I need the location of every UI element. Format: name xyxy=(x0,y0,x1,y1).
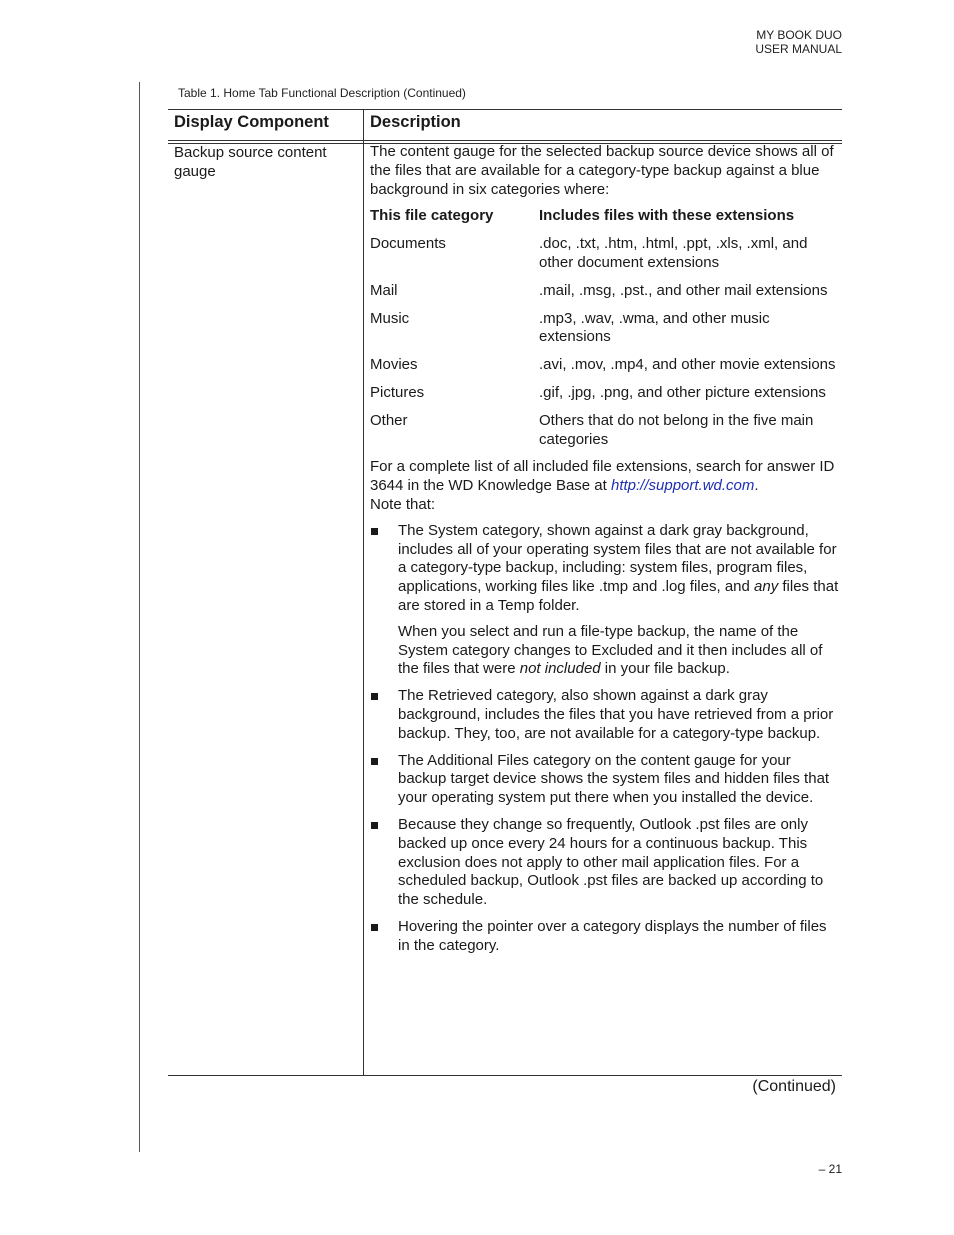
category-name: Mail xyxy=(370,281,398,299)
column-header-component: Display Component xyxy=(174,113,329,131)
note-label: Note that: xyxy=(370,495,436,513)
list-item: Hovering the pointer over a category displays the number of files in the category. xyxy=(370,918,840,956)
extensions-header: Includes files with these extensions xyxy=(539,207,795,225)
notes-list xyxy=(370,522,840,956)
list-item: The System category, shown against a dark gray background, includes all of your operating system files that are not available for a category-type backup, including: system files, program files, applications, working files like .tmp and .log files, and any files that are stored in a Temp folder. When you select and run a file-type backup, the name of the System category changes to Excluded and it then includes all of the files that were not included in your file backup. xyxy=(370,522,840,679)
table-bottom-rule xyxy=(168,1075,842,1076)
square-bullet-icon xyxy=(371,528,378,535)
complete-list-paragraph: For a complete list of all included file extensions, search for answer ID 3644 in the WD Knowledge Base at http://support.wd.com. xyxy=(370,458,835,495)
category-name: Documents xyxy=(370,235,446,253)
page-number: – 21 xyxy=(818,1162,842,1176)
support-link[interactable]: http://support.wd.com xyxy=(610,477,755,495)
continued-label: (Continued) xyxy=(752,1078,836,1095)
table-caption: Table 1. Home Tab Functional Description (Continued) xyxy=(178,86,466,100)
category-row xyxy=(370,384,840,403)
list-item: Because they change so frequently, Outlook .pst files are only backed up once every 24 hours for a continuous backup. This exclusion does not apply to other mail application files. For a scheduled backup, Outlook .pst files are backed up according to the schedule. xyxy=(370,816,840,910)
running-header xyxy=(755,28,842,56)
description-cell xyxy=(370,143,840,963)
header-line-2: USER MANUAL xyxy=(755,42,842,56)
square-bullet-icon xyxy=(371,822,378,829)
header-rule-1 xyxy=(168,140,842,141)
category-extensions: .mp3, .wav, .wma, and other music extensions xyxy=(539,309,770,346)
category-list xyxy=(370,207,840,449)
square-bullet-icon xyxy=(371,693,378,700)
category-row xyxy=(370,412,840,450)
category-row xyxy=(370,356,840,375)
category-extensions: .doc, .txt, .htm, .html, .ppt, .xls, .xml, and other document extensions xyxy=(539,235,808,271)
column-divider xyxy=(363,109,364,1075)
category-extensions: .gif, .jpg, .png, and other picture extensions xyxy=(539,383,826,401)
component-cell: Backup source content gauge xyxy=(174,144,327,180)
table-top-rule xyxy=(168,109,842,110)
square-bullet-icon xyxy=(371,758,378,765)
category-header: This file category xyxy=(370,207,494,225)
column-header-description: Description xyxy=(370,113,461,131)
intro-paragraph: The content gauge for the selected backup source device shows all of the files that are available for a category-type backup against a blue background in six categories where: xyxy=(370,143,834,198)
category-name: Movies xyxy=(370,356,418,374)
category-name: Music xyxy=(370,309,410,327)
category-row xyxy=(370,282,840,301)
category-extensions: Others that do not belong in the five main categories xyxy=(539,411,814,448)
category-extensions: .mail, .msg, .pst., and other mail extensions xyxy=(539,281,828,299)
category-row xyxy=(370,235,840,273)
square-bullet-icon xyxy=(371,924,378,931)
functional-description-table xyxy=(168,109,842,1076)
list-item: The Retrieved category, also shown against a dark gray background, includes the files that you have retrieved from a prior backup. They, too, are not available for a category-type backup. xyxy=(370,687,840,743)
category-extensions: .avi, .mov, .mp4, and other movie extensions xyxy=(539,356,836,374)
list-item: The Additional Files category on the content gauge for your backup target device shows the system files and hidden files that your operating system put there when you installed the device. xyxy=(370,752,840,808)
header-line-1: MY BOOK DUO xyxy=(756,28,842,42)
category-name: Pictures xyxy=(370,383,425,401)
margin-rule xyxy=(139,82,140,1152)
category-name: Other xyxy=(370,411,408,429)
category-header-row xyxy=(370,207,840,226)
category-row xyxy=(370,310,840,348)
sub-paragraph: When you select and run a file-type backup, the name of the System category changes to Excluded and it then includes all of the files that were not included in your file backup. xyxy=(398,622,823,678)
